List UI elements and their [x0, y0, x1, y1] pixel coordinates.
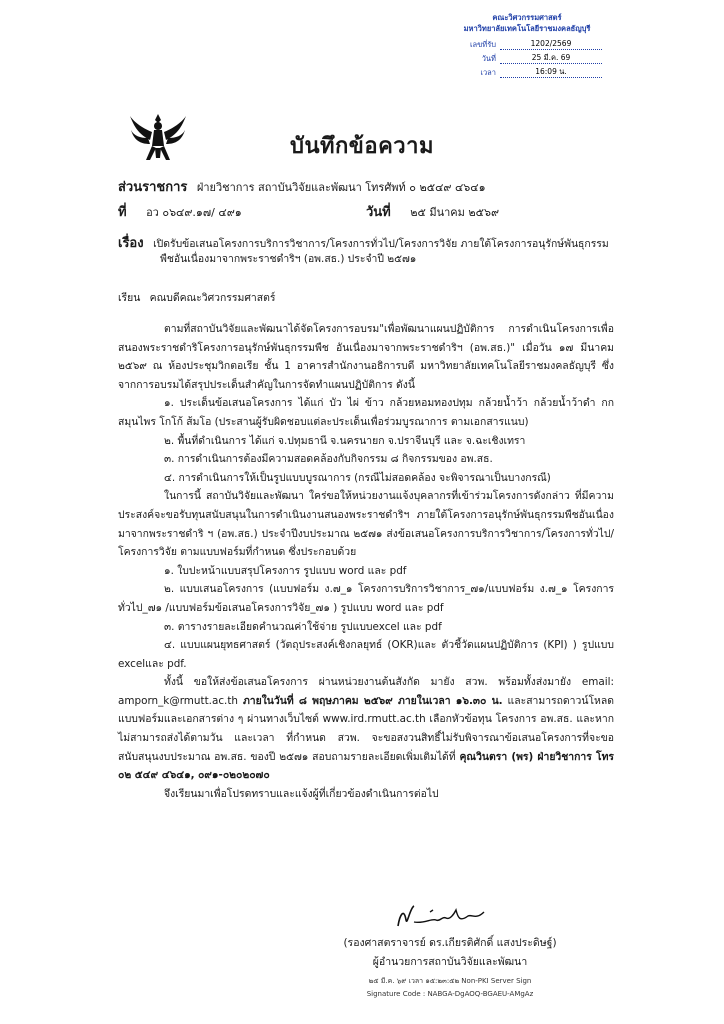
subject-line-2: พืชอันเนื่องมาจากพระราชดำริฯ (อพ.สธ.) ประจำปี ๒๕๗๑ [160, 253, 417, 265]
issue-item-2: ๒. พื้นที่ดำเนินการ ได้แก่ จ.ปทุมธานี จ.นครนายก จ.ปราจีนบุรี และ จ.ฉะเชิงเทรา [164, 434, 526, 447]
form-item-1: ๑. ใบปะหน้าแบบสรุปโครงการ รูปแบบ word และ pdf [164, 564, 407, 577]
ref-value: อว ๐๖๔๙.๑๗/ ๔๙๑ [146, 206, 242, 219]
contact-person: คุณวินตรา (พร) ฝ่ายวิชาการ โทร ๐๒ ๕๔๙ ๔๖๔๑, [118, 750, 614, 782]
stamp-date: 25 มี.ค. 69 [500, 52, 602, 64]
stamp-faculty: คณะวิศวกรรมศาสตร์ [492, 13, 562, 22]
paragraph-request: ในการนี้ สถาบันวิจัยและพัฒนา ใคร่ขอให้หน่วยงานแจ้งบุคลากรที่เข้าร่วมโครงการดังกล่าว ที่มีความประสงค์จะขอรับทุนสนับสนุนในการดำเนินงานสนองพระราชดำริฯ ภายใต้โครงการอนุรักษ์พันธุกรรมพืชอันเนื่องมาจากพระราชดำริ ฯ (อพ.สธ.) ประจำปีงบประมาณ ๒๕๗๑ ส่งข้อเสนอโครงการบริการวิชาการ/โครงการทั่วไป/โครงการวิจัย ตามแบบฟอร์มที่กำหนด ซึ่งประกอบด้วย [118, 490, 614, 559]
ref-row [118, 201, 242, 222]
paragraph-intro: ตามที่สถาบันวิจัยและพัฒนาได้จัดโครงการอบรม"เพื่อพัฒนาแผนปฏิบัติการ การดำเนินโครงการเพื่อสนองพระราชดำริโครงการอนุรักษ์พันธุกรรมพืช อันเนื่องมาจากพระราชดำริฯ (อพ.สธ.)" เมื่อวัน ๑๗ มีนาคม ๒๕๖๙ ณ ห้องประชุมวิกตอเรีย ชั้น 1 อาคารสำนักงานอธิการบดี มหาวิทยาลัยเทคโนโลยีราชมงคลธัญบุรี ซึ่งจากการอบรมได้สรุปประเด็นสำคัญในการจัดทำแผนปฏิบัติการ ดังนี้ [118, 323, 614, 391]
contact-phone: ๐๙๑-๐๒๐๒๐๗๐ [197, 769, 270, 782]
issue-item-1: ๑. ประเด็นข้อเสนอโครงการ ได้แก่ บัว ไผ่ ข้าว กล้วยหอมทองปทุม กล้วยน้ำว้า กล้วยน้ำว้าดำ กก สมุนไพร โกโก้ ส้มโอ (ประสานผู้รับผิดชอบแต่ละประเด็นเพื่อร่วมบูรณาการ ตามเอกสารแนบ) [118, 397, 614, 428]
stamp-time: 16:09 น. [500, 66, 602, 78]
issue-item-4: ๔. การดำเนินการให้เป็นรูปแบบบูรณาการ (กรณีไม่สอดคล้อง จะพิจารณาเป็นบางกรณี) [164, 471, 551, 484]
deadline-text-c: และสามารถดาวน์โหลดแบบฟอร์มและเอกสารต่าง ๆ ผ่านทางเว็บไซต์ www.ird.rmutt.ac.th เลือกหัวข้อทุน โครงการ อพ.สธ. และหากไม่สามารถส่งได้ตามวัน และเวลา ที่กำหนด สวพ. จะขอสงวนสิทธิ์ไม่รับพิจารณาข้อเสนอโครงการที่จะขอสนับสนุนงบประมาณ อพ.สธ. ของปี ๒๕๗๑ สอบถามรายละเอียดเพิ่มเติมได้ที่ [118, 694, 614, 763]
stamp-university: มหาวิทยาลัยเทคโนโลยีราชมงคลธัญบุรี [463, 24, 591, 33]
stamp-receipt-no: 1202/2569 [500, 38, 602, 50]
form-item-4: ๔. แบบแผนยุทธศาสตร์ (วัตถุประสงค์เชิงกลยุทธ์ (OKR)และ ตัวชี้วัดแผนปฏิบัติการ (KPI) ) รูปแบบ excelและ pdf. [118, 639, 614, 670]
stamp-date-label: วันที่ [481, 54, 496, 63]
digital-sign-timestamp: ๒๕ มี.ค. ๖๙ เวลา ๑๕:๒๓:๕๒ Non-PKI Server Sign [368, 977, 532, 985]
paragraph-closing: จึงเรียนมาเพื่อโปรดทราบและแจ้งผู้ที่เกี่ยวข้องดำเนินการต่อไป [164, 787, 439, 800]
dept-label: ส่วนราชการ [118, 180, 188, 195]
to-label: เรียน [118, 292, 141, 304]
handwritten-signature [384, 900, 504, 934]
signature-code: Signature Code : NABGA-DgAOQ-BGAEU-AMgAz [366, 990, 534, 998]
signer-position: ผู้อำนวยการสถาบันวิจัยและพัฒนา [372, 956, 528, 968]
date-value: ๒๕ มีนาคม ๒๕๖๙ [410, 206, 500, 219]
form-item-2: ๒. แบบเสนอโครงการ (แบบฟอร์ม ง.๗_๑ โครงการบริการวิชาการ_๗๑/แบบฟอร์ม ง.๗_๑ โครงการทั่วไป_๗๑ /แบบฟอร์มข้อเสนอโครงการวิจัย_๗๑ ) รูปแบบ word และ pdf [118, 583, 614, 614]
form-item-3: ๓. ตารางรายละเอียดคำนวณค่าใช้จ่าย รูปแบบexcel และ pdf [164, 620, 442, 633]
deadline-date: ภายในวันที่ ๘ พฤษภาคม ๒๕๖๙ ภายในเวลา ๑๖.๓๐ น. [242, 694, 503, 707]
memo-title: บันทึกข้อความ [289, 134, 434, 159]
issue-item-3: ๓. การดำเนินการต้องมีความสอดคล้องกับกิจกรรม ๘ กิจกรรมของ อพ.สธ. [164, 453, 493, 466]
signer-name: (รองศาสตราจารย์ ดร.เกียรติศักดิ์ แสงประดิษฐ์) [343, 937, 557, 949]
subject-line-1: เปิดรับข้อเสนอโครงการบริการวิชาการ/โครงการทั่วไป/โครงการวิจัย ภายใต้โครงการอนุรักษ์พันธุกรรม [153, 238, 609, 250]
stamp-receipt-label: เลขที่รับ [469, 40, 496, 49]
memo-body [118, 320, 614, 803]
paragraph-deadline [118, 673, 614, 785]
dept-row [118, 176, 486, 197]
receive-stamp [452, 12, 602, 78]
dept-value: ฝ่ายวิชาการ สถาบันวิจัยและพัฒนา โทรศัพท์ ๐ ๒๕๔๙ ๔๖๔๑ [196, 181, 486, 194]
date-row [366, 201, 499, 222]
to-row [118, 289, 275, 306]
stamp-time-label: เวลา [480, 68, 496, 77]
date-label: วันที่ [366, 205, 391, 220]
deadline-text-a: ทั้งนี้ ขอให้ส่งข้อเสนอโครงการ ผ่านหน่วยงานต้นสังกัด มายัง สวพ. พร้อมทั้งส่งมายัง email: amporn_k@rmutt.ac.th [118, 676, 614, 707]
to-value: คณบดีคณะวิศวกรรมศาสตร์ [149, 292, 276, 304]
ref-label: ที่ [118, 205, 127, 220]
subject-label: เรื่อง [118, 236, 144, 251]
